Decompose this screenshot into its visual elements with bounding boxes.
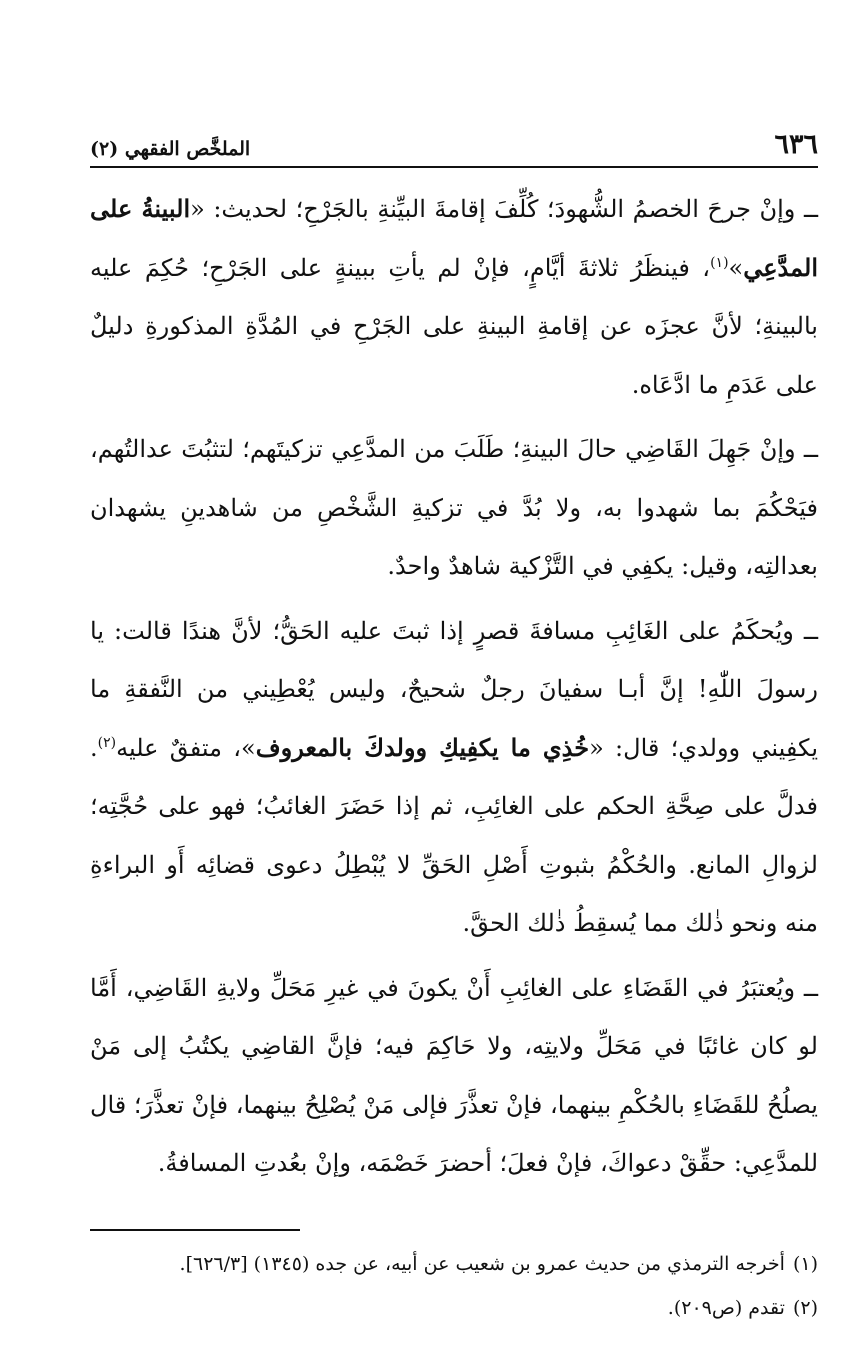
footnote-text: تقدم (ص٢٠٩). — [667, 1296, 785, 1319]
paragraph-witness-vetting — [90, 420, 818, 596]
paragraph-text: ، فينظَرُ ثلاثةَ أيَّامٍ، فإنْ لم يأتِ ببينةٍ على الجَرْحِ؛ حُكِمَ عليه بالبينةِ؛ لأنَّ عجزَه عن إقامةِ البينةِ على الجَرْحِ في المُدَّةِ المذكورةِ دليلٌ على عَدَمِ ما ادَّعَاه. — [90, 253, 818, 399]
paragraph-witness-challenge — [90, 180, 818, 414]
body-text — [90, 180, 818, 1193]
paragraph-text: ــ ويُعتبَرُ في القَضَاءِ على الغائِبِ أَنْ يكونَ في غيرِ مَحَلِّ ولايةِ القَاضِي، أَمَّا لو كان غائبًا في مَحَلِّ ولايتِه، ولا حَاكِمَ فيه؛ فإنَّ القاضِي يكتُبُ إلى مَنْ يصلُحُ للقَضَاءِ بالحُكْمِ بينهما، فإنْ تعذَّرَ فإلى مَنْ يُصْلِحُ بينهما، فإنْ تعذَّرَ؛ قال للمدَّعِي: حقِّقْ دعواكَ، فإنْ فعلَ؛ أحضرَ خَصْمَه، وإنْ بعُدتِ المسافةُ. — [90, 973, 818, 1177]
footnote-number: (٢) — [792, 1296, 818, 1319]
paragraph-text: ــ ويُحكَمُ على الغَائِبِ مسافةَ قصرٍ إذا ثبتَ عليه الحَقُّ؛ لأنَّ هندًا قالت: يا رسولَ اللّٰهِ! إنَّ أبـا سفيانَ رجلٌ شحيحٌ، وليس يُعْطِيني من النَّفقةِ ما يكفِيني وولدي؛ قال: « — [90, 616, 818, 762]
paragraph-absent-party — [90, 602, 818, 953]
footnote-item — [90, 1289, 818, 1327]
hadith-quote: البينةُ على المدَّعِي — [90, 194, 818, 282]
page-number: ٦٣٦ — [774, 129, 818, 160]
footnote-number: (١) — [792, 1252, 818, 1275]
paragraph-text: ــ وإنْ جرحَ الخصمُ الشُّهودَ؛ كُلِّفَ إقامةَ البيِّنةِ بالجَرْحِ؛ لحديث: « — [190, 195, 819, 223]
footnote-reference[interactable]: (١) — [710, 254, 729, 271]
book-page — [90, 120, 818, 1333]
footnote-text: أخرجه الترمذي من حديث عمرو بن شعيب عن أبيه، عن جده (١٣٤٥) [٦٢٦/٣]. — [179, 1252, 785, 1275]
paragraph-text: . فدلَّ على صِحَّةِ الحكم على الغائِبِ، ثم إذا حَضَرَ الغائبُ؛ فهو على حُجَّتِه؛ لزوالِ المانع. والحُكْمُ بثبوتِ أَصْلِ الحَقِّ لا يُبْطِلُ دعوى قضائِه أَو البراءةِ منه ونحو ذٰلك مما يُسقِطُ ذٰلك الحقَّ. — [90, 733, 818, 937]
footnote-item — [90, 1245, 818, 1283]
paragraph-jurisdiction — [90, 959, 818, 1193]
hadith-quote: خُذِي ما يكفِيكِ وولدكَ بالمعروف — [255, 732, 590, 762]
footnotes — [90, 1245, 818, 1327]
running-head — [90, 120, 818, 168]
paragraph-text: » — [728, 253, 744, 282]
footnote-reference[interactable]: (٢) — [97, 734, 117, 751]
book-title: الملخَّص الفقهي (٢) — [90, 138, 251, 160]
paragraph-text: ــ وإنْ جَهِلَ القَاضِي حالَ البينةِ؛ طَلَبَ من المدَّعِي تزكيتَهم؛ لتثبُتَ عدالتُهم، فيَحْكُمَ بما شهدوا به، ولا بُدَّ في تزكيةِ الشَّخْصِ من شاهدينِ يشهدان بعدالتِه، وقيل: يكفِي في التَّزْكية شاهدٌ واحدٌ. — [90, 435, 818, 580]
paragraph-text: »، متفقٌ عليه — [116, 733, 256, 762]
footnote-divider — [90, 1229, 300, 1231]
